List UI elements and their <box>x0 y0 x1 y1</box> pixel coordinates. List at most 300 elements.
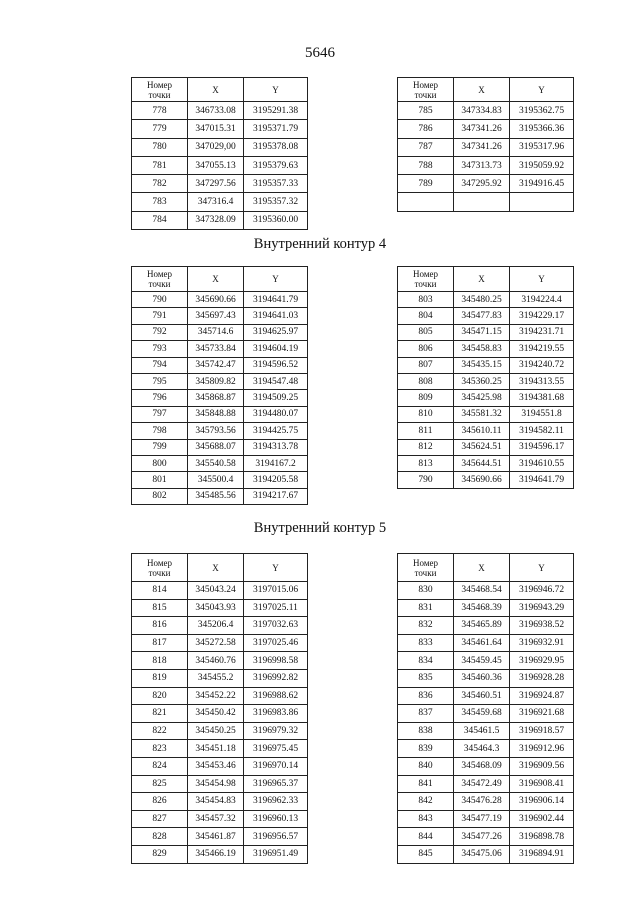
table-row <box>132 120 308 138</box>
x-coordinate-cell: 347341.26 <box>454 120 510 138</box>
column-header-number-line2: точки <box>148 279 171 289</box>
x-coordinate-cell: 345471.15 <box>454 324 510 340</box>
y-coordinate-cell: 3194229.17 <box>510 308 574 324</box>
section-title-contour-4: Внутренний контур 4 <box>253 236 387 252</box>
table-row <box>398 138 574 156</box>
x-coordinate-cell: 347341.26 <box>454 138 510 156</box>
y-coordinate-cell: 3196951.49 <box>244 845 308 863</box>
point-number-cell: 789 <box>398 175 454 193</box>
column-header-y: Y <box>510 554 574 582</box>
x-coordinate-cell: 345485.56 <box>188 488 244 504</box>
table-row <box>398 156 574 174</box>
coordinates-table <box>397 77 574 212</box>
point-number-cell: 813 <box>398 455 454 471</box>
table-row <box>132 634 308 652</box>
point-number-cell: 795 <box>132 373 188 389</box>
y-coordinate-cell: 3196983.86 <box>244 705 308 723</box>
table-row <box>398 652 574 670</box>
column-header-y: Y <box>244 554 308 582</box>
x-coordinate-cell: 345459.45 <box>454 652 510 670</box>
y-coordinate-cell: 3194596.52 <box>244 357 308 373</box>
table-row <box>132 617 308 635</box>
table-row <box>132 705 308 723</box>
table-row <box>132 722 308 740</box>
y-coordinate-cell: 3195357.33 <box>244 175 308 193</box>
y-coordinate-cell: 3194547.48 <box>244 373 308 389</box>
x-coordinate-cell: 345466.19 <box>188 845 244 863</box>
point-number-cell: 809 <box>398 390 454 406</box>
table-row <box>398 828 574 846</box>
point-number-cell: 790 <box>132 292 188 308</box>
point-number-cell: 782 <box>132 175 188 193</box>
table-row <box>398 757 574 775</box>
y-coordinate-cell: 3196929.95 <box>510 652 574 670</box>
point-number-cell: 806 <box>398 341 454 357</box>
point-number-cell: 836 <box>398 687 454 705</box>
x-coordinate-cell: 347029,00 <box>188 138 244 156</box>
table-row <box>398 175 574 193</box>
point-number-cell: 807 <box>398 357 454 373</box>
x-coordinate-cell: 345206.4 <box>188 617 244 635</box>
y-coordinate-cell: 3194582.11 <box>510 423 574 439</box>
table-header-row <box>398 78 574 102</box>
point-number-cell: 841 <box>398 775 454 793</box>
point-number-cell: 816 <box>132 617 188 635</box>
table-row <box>398 439 574 455</box>
point-number-cell: 794 <box>132 357 188 373</box>
x-coordinate-cell: 345458.83 <box>454 341 510 357</box>
x-coordinate-cell: 345714.6 <box>188 324 244 340</box>
y-coordinate-cell: 3194610.55 <box>510 455 574 471</box>
y-coordinate-cell: 3195366.36 <box>510 120 574 138</box>
point-number-cell: 804 <box>398 308 454 324</box>
x-coordinate-cell: 345733.84 <box>188 341 244 357</box>
point-number-cell: 812 <box>398 439 454 455</box>
x-coordinate-cell: 345581.32 <box>454 406 510 422</box>
table-row <box>132 599 308 617</box>
y-coordinate-cell: 3196909.56 <box>510 757 574 775</box>
table-row <box>398 308 574 324</box>
coordinates-table <box>131 77 308 230</box>
column-header-point-number <box>398 78 454 102</box>
table-row <box>132 341 308 357</box>
point-number-cell: 803 <box>398 292 454 308</box>
y-coordinate-cell: 3194381.68 <box>510 390 574 406</box>
section-title-contour-5: Внутренний контур 5 <box>253 520 387 536</box>
table-row <box>132 390 308 406</box>
column-header-number-line2: точки <box>148 89 171 100</box>
x-coordinate-cell: 345868.87 <box>188 390 244 406</box>
coordinates-table <box>131 266 308 505</box>
column-header-y: Y <box>244 267 308 292</box>
x-coordinate-cell: 345540.58 <box>188 455 244 471</box>
column-header-x: X <box>454 267 510 292</box>
table-row <box>132 687 308 705</box>
x-coordinate-cell: 345460.51 <box>454 687 510 705</box>
y-coordinate-cell: 3196902.44 <box>510 810 574 828</box>
y-coordinate-cell: 3197025.46 <box>244 634 308 652</box>
table-row <box>398 102 574 120</box>
x-coordinate-cell: 345468.39 <box>454 599 510 617</box>
y-coordinate-cell: 3196938.52 <box>510 617 574 635</box>
x-coordinate-cell: 345690.66 <box>188 292 244 308</box>
x-coordinate-cell: 345644.51 <box>454 455 510 471</box>
point-number-cell: 823 <box>132 740 188 758</box>
table-row <box>398 775 574 793</box>
table-row <box>132 357 308 373</box>
x-coordinate-cell: 345435.15 <box>454 357 510 373</box>
table-row <box>398 740 574 758</box>
x-coordinate-cell: 347313.73 <box>454 156 510 174</box>
point-number-cell: 790 <box>398 472 454 488</box>
table-row <box>398 582 574 600</box>
table-row <box>132 757 308 775</box>
point-number-cell: 805 <box>398 324 454 340</box>
table-row <box>132 102 308 120</box>
column-header-x: X <box>188 554 244 582</box>
point-number-cell: 802 <box>132 488 188 504</box>
y-coordinate-cell: 3194217.67 <box>244 488 308 504</box>
table-row <box>398 722 574 740</box>
x-coordinate-cell <box>454 193 510 211</box>
point-number-cell: 810 <box>398 406 454 422</box>
column-header-number-line1: Номер <box>412 79 439 90</box>
x-coordinate-cell: 345452.22 <box>188 687 244 705</box>
point-number-cell: 784 <box>132 211 188 229</box>
table-row <box>132 828 308 846</box>
point-number-cell: 791 <box>132 308 188 324</box>
table-row <box>398 793 574 811</box>
x-coordinate-cell: 347055.13 <box>188 156 244 174</box>
x-coordinate-cell: 347015.31 <box>188 120 244 138</box>
column-header-number-line1: Номер <box>146 269 173 279</box>
point-number-cell: 815 <box>132 599 188 617</box>
coordinates-table <box>397 266 574 489</box>
point-number-cell: 796 <box>132 390 188 406</box>
column-header-x: X <box>188 267 244 292</box>
y-coordinate-cell: 3196894.91 <box>510 845 574 863</box>
y-coordinate-cell: 3194167.2 <box>244 455 308 471</box>
x-coordinate-cell: 345460.76 <box>188 652 244 670</box>
y-coordinate-cell: 3195362.75 <box>510 102 574 120</box>
column-header-point-number <box>132 554 188 582</box>
point-number-cell: 785 <box>398 102 454 120</box>
table-row <box>398 324 574 340</box>
point-number-cell: 799 <box>132 439 188 455</box>
column-header-number-line2: точки <box>414 279 437 289</box>
x-coordinate-cell: 345848.88 <box>188 406 244 422</box>
x-coordinate-cell: 345454.83 <box>188 793 244 811</box>
y-coordinate-cell: 3196908.41 <box>510 775 574 793</box>
x-coordinate-cell: 345450.25 <box>188 722 244 740</box>
y-coordinate-cell: 3196946.72 <box>510 582 574 600</box>
table-header-row <box>132 78 308 102</box>
point-number-cell: 834 <box>398 652 454 670</box>
point-number-cell: 830 <box>398 582 454 600</box>
y-coordinate-cell: 3196965.37 <box>244 775 308 793</box>
table-row <box>132 193 308 211</box>
point-number-cell: 835 <box>398 669 454 687</box>
point-number-cell: 779 <box>132 120 188 138</box>
table-row <box>132 292 308 308</box>
point-number-cell: 829 <box>132 845 188 863</box>
x-coordinate-cell: 345043.24 <box>188 582 244 600</box>
y-coordinate-cell: 3196898.78 <box>510 828 574 846</box>
table-row <box>398 599 574 617</box>
y-coordinate-cell: 3195371.79 <box>244 120 308 138</box>
table-row <box>398 472 574 488</box>
column-header-number-line1: Номер <box>146 557 173 568</box>
column-header-point-number <box>398 554 454 582</box>
point-number-cell: 819 <box>132 669 188 687</box>
x-coordinate-cell: 345360.25 <box>454 373 510 389</box>
x-coordinate-cell: 345809.82 <box>188 373 244 389</box>
table-row <box>132 740 308 758</box>
point-number-cell: 778 <box>132 102 188 120</box>
x-coordinate-cell: 345477.19 <box>454 810 510 828</box>
x-coordinate-cell: 347295.92 <box>454 175 510 193</box>
point-number-cell: 797 <box>132 406 188 422</box>
x-coordinate-cell: 345477.26 <box>454 828 510 846</box>
table-row <box>398 810 574 828</box>
x-coordinate-cell: 345461.64 <box>454 634 510 652</box>
column-header-point-number <box>132 267 188 292</box>
point-number-cell: 787 <box>398 138 454 156</box>
x-coordinate-cell: 345461.5 <box>454 722 510 740</box>
table-row <box>398 390 574 406</box>
y-coordinate-cell: 3197015.06 <box>244 582 308 600</box>
y-coordinate-cell: 3196970.14 <box>244 757 308 775</box>
point-number-cell: 801 <box>132 472 188 488</box>
table-row <box>398 406 574 422</box>
y-coordinate-cell: 3195317.96 <box>510 138 574 156</box>
x-coordinate-cell: 345465.89 <box>454 617 510 635</box>
table-row <box>398 373 574 389</box>
y-coordinate-cell: 3195378.08 <box>244 138 308 156</box>
x-coordinate-cell: 345742.47 <box>188 357 244 373</box>
y-coordinate-cell: 3196912.96 <box>510 740 574 758</box>
x-coordinate-cell: 345460.36 <box>454 669 510 687</box>
y-coordinate-cell: 3195059.92 <box>510 156 574 174</box>
table-row <box>398 193 574 211</box>
table-row <box>132 439 308 455</box>
y-coordinate-cell: 3196918.57 <box>510 722 574 740</box>
y-coordinate-cell: 3196928.28 <box>510 669 574 687</box>
x-coordinate-cell: 345454.98 <box>188 775 244 793</box>
x-coordinate-cell: 345459.68 <box>454 705 510 723</box>
point-number-cell: 843 <box>398 810 454 828</box>
table-row <box>132 472 308 488</box>
table-header-row <box>132 267 308 292</box>
y-coordinate-cell: 3196924.87 <box>510 687 574 705</box>
x-coordinate-cell: 345457.32 <box>188 810 244 828</box>
point-number-cell: 827 <box>132 810 188 828</box>
point-number-cell: 783 <box>132 193 188 211</box>
x-coordinate-cell: 347297.56 <box>188 175 244 193</box>
point-number-cell: 833 <box>398 634 454 652</box>
point-number-cell: 818 <box>132 652 188 670</box>
y-coordinate-cell: 3196960.13 <box>244 810 308 828</box>
table-row <box>398 357 574 373</box>
y-coordinate-cell: 3196962.33 <box>244 793 308 811</box>
y-coordinate-cell: 3196956.57 <box>244 828 308 846</box>
y-coordinate-cell <box>510 193 574 211</box>
y-coordinate-cell: 3195379.63 <box>244 156 308 174</box>
x-coordinate-cell: 345468.09 <box>454 757 510 775</box>
x-coordinate-cell: 345476.28 <box>454 793 510 811</box>
x-coordinate-cell: 345500.4 <box>188 472 244 488</box>
table-row <box>398 687 574 705</box>
table-row <box>132 810 308 828</box>
y-coordinate-cell: 3194219.55 <box>510 341 574 357</box>
y-coordinate-cell: 3194551.8 <box>510 406 574 422</box>
point-number-cell: 840 <box>398 757 454 775</box>
y-coordinate-cell: 3194641.79 <box>510 472 574 488</box>
x-coordinate-cell: 345793.56 <box>188 423 244 439</box>
x-coordinate-cell: 345475.06 <box>454 845 510 863</box>
column-header-number-line1: Номер <box>412 557 439 568</box>
x-coordinate-cell: 346733.08 <box>188 102 244 120</box>
point-number-cell: 838 <box>398 722 454 740</box>
point-number-cell: 793 <box>132 341 188 357</box>
column-header-x: X <box>454 78 510 102</box>
y-coordinate-cell: 3194596.17 <box>510 439 574 455</box>
y-coordinate-cell: 3194313.78 <box>244 439 308 455</box>
table-row <box>132 138 308 156</box>
y-coordinate-cell: 3194509.25 <box>244 390 308 406</box>
column-header-x: X <box>454 554 510 582</box>
y-coordinate-cell: 3194425.75 <box>244 423 308 439</box>
y-coordinate-cell: 3194604.19 <box>244 341 308 357</box>
y-coordinate-cell: 3196988.62 <box>244 687 308 705</box>
x-coordinate-cell: 345480.25 <box>454 292 510 308</box>
point-number-cell: 821 <box>132 705 188 723</box>
table-row <box>398 634 574 652</box>
coordinates-table <box>397 553 574 864</box>
table-row <box>398 341 574 357</box>
table-row <box>132 406 308 422</box>
x-coordinate-cell: 345425.98 <box>454 390 510 406</box>
x-coordinate-cell: 345688.07 <box>188 439 244 455</box>
point-number-cell: 832 <box>398 617 454 635</box>
column-header-number-line2: точки <box>148 567 171 578</box>
y-coordinate-cell: 3195357.32 <box>244 193 308 211</box>
x-coordinate-cell: 347334.83 <box>454 102 510 120</box>
x-coordinate-cell: 345043.93 <box>188 599 244 617</box>
point-number-cell: 831 <box>398 599 454 617</box>
column-header-number-line1: Номер <box>146 79 173 90</box>
point-number-cell: 842 <box>398 793 454 811</box>
page-number: 5646 <box>305 45 335 61</box>
column-header-number-line2: точки <box>414 89 437 100</box>
table-row <box>398 705 574 723</box>
y-coordinate-cell: 3196975.45 <box>244 740 308 758</box>
x-coordinate-cell: 347328.09 <box>188 211 244 229</box>
table-row <box>132 373 308 389</box>
point-number-cell: 826 <box>132 793 188 811</box>
column-header-y: Y <box>510 78 574 102</box>
table-row <box>132 423 308 439</box>
table-row <box>398 423 574 439</box>
y-coordinate-cell: 3195291.38 <box>244 102 308 120</box>
column-header-number-line1: Номер <box>412 269 439 279</box>
table-row <box>132 488 308 504</box>
y-coordinate-cell: 3194480.07 <box>244 406 308 422</box>
column-header-number-line2: точки <box>414 567 437 578</box>
coordinates-table <box>131 553 308 864</box>
y-coordinate-cell: 3196979.32 <box>244 722 308 740</box>
x-coordinate-cell: 345690.66 <box>454 472 510 488</box>
table-row <box>132 582 308 600</box>
x-coordinate-cell: 345697.43 <box>188 308 244 324</box>
y-coordinate-cell: 3194641.79 <box>244 292 308 308</box>
point-number-cell <box>398 193 454 211</box>
table-row <box>132 455 308 471</box>
table-row <box>398 292 574 308</box>
point-number-cell: 780 <box>132 138 188 156</box>
y-coordinate-cell: 3194224.4 <box>510 292 574 308</box>
point-number-cell: 814 <box>132 582 188 600</box>
point-number-cell: 786 <box>398 120 454 138</box>
point-number-cell: 820 <box>132 687 188 705</box>
point-number-cell: 822 <box>132 722 188 740</box>
point-number-cell: 800 <box>132 455 188 471</box>
point-number-cell: 817 <box>132 634 188 652</box>
y-coordinate-cell: 3194313.55 <box>510 373 574 389</box>
point-number-cell: 798 <box>132 423 188 439</box>
table-row <box>398 455 574 471</box>
table-row <box>132 845 308 863</box>
table-row <box>132 669 308 687</box>
x-coordinate-cell: 345464.3 <box>454 740 510 758</box>
table-header-row <box>398 554 574 582</box>
y-coordinate-cell: 3196943.29 <box>510 599 574 617</box>
x-coordinate-cell: 345624.51 <box>454 439 510 455</box>
y-coordinate-cell: 3194240.72 <box>510 357 574 373</box>
y-coordinate-cell: 3196992.82 <box>244 669 308 687</box>
table-row <box>132 175 308 193</box>
y-coordinate-cell: 3195360.00 <box>244 211 308 229</box>
table-row <box>398 120 574 138</box>
y-coordinate-cell: 3196932.91 <box>510 634 574 652</box>
point-number-cell: 824 <box>132 757 188 775</box>
x-coordinate-cell: 345461.87 <box>188 828 244 846</box>
table-row <box>132 156 308 174</box>
table-row <box>398 669 574 687</box>
y-coordinate-cell: 3194231.71 <box>510 324 574 340</box>
column-header-y: Y <box>244 78 308 102</box>
table-row <box>132 324 308 340</box>
y-coordinate-cell: 3196906.14 <box>510 793 574 811</box>
x-coordinate-cell: 345610.11 <box>454 423 510 439</box>
column-header-point-number <box>132 78 188 102</box>
y-coordinate-cell: 3194625.97 <box>244 324 308 340</box>
point-number-cell: 845 <box>398 845 454 863</box>
x-coordinate-cell: 347316.4 <box>188 193 244 211</box>
point-number-cell: 792 <box>132 324 188 340</box>
point-number-cell: 828 <box>132 828 188 846</box>
point-number-cell: 808 <box>398 373 454 389</box>
x-coordinate-cell: 345453.46 <box>188 757 244 775</box>
y-coordinate-cell: 3194205.58 <box>244 472 308 488</box>
x-coordinate-cell: 345477.83 <box>454 308 510 324</box>
table-header-row <box>398 267 574 292</box>
column-header-x: X <box>188 78 244 102</box>
y-coordinate-cell: 3197025.11 <box>244 599 308 617</box>
point-number-cell: 781 <box>132 156 188 174</box>
table-row <box>132 211 308 229</box>
table-row <box>132 308 308 324</box>
